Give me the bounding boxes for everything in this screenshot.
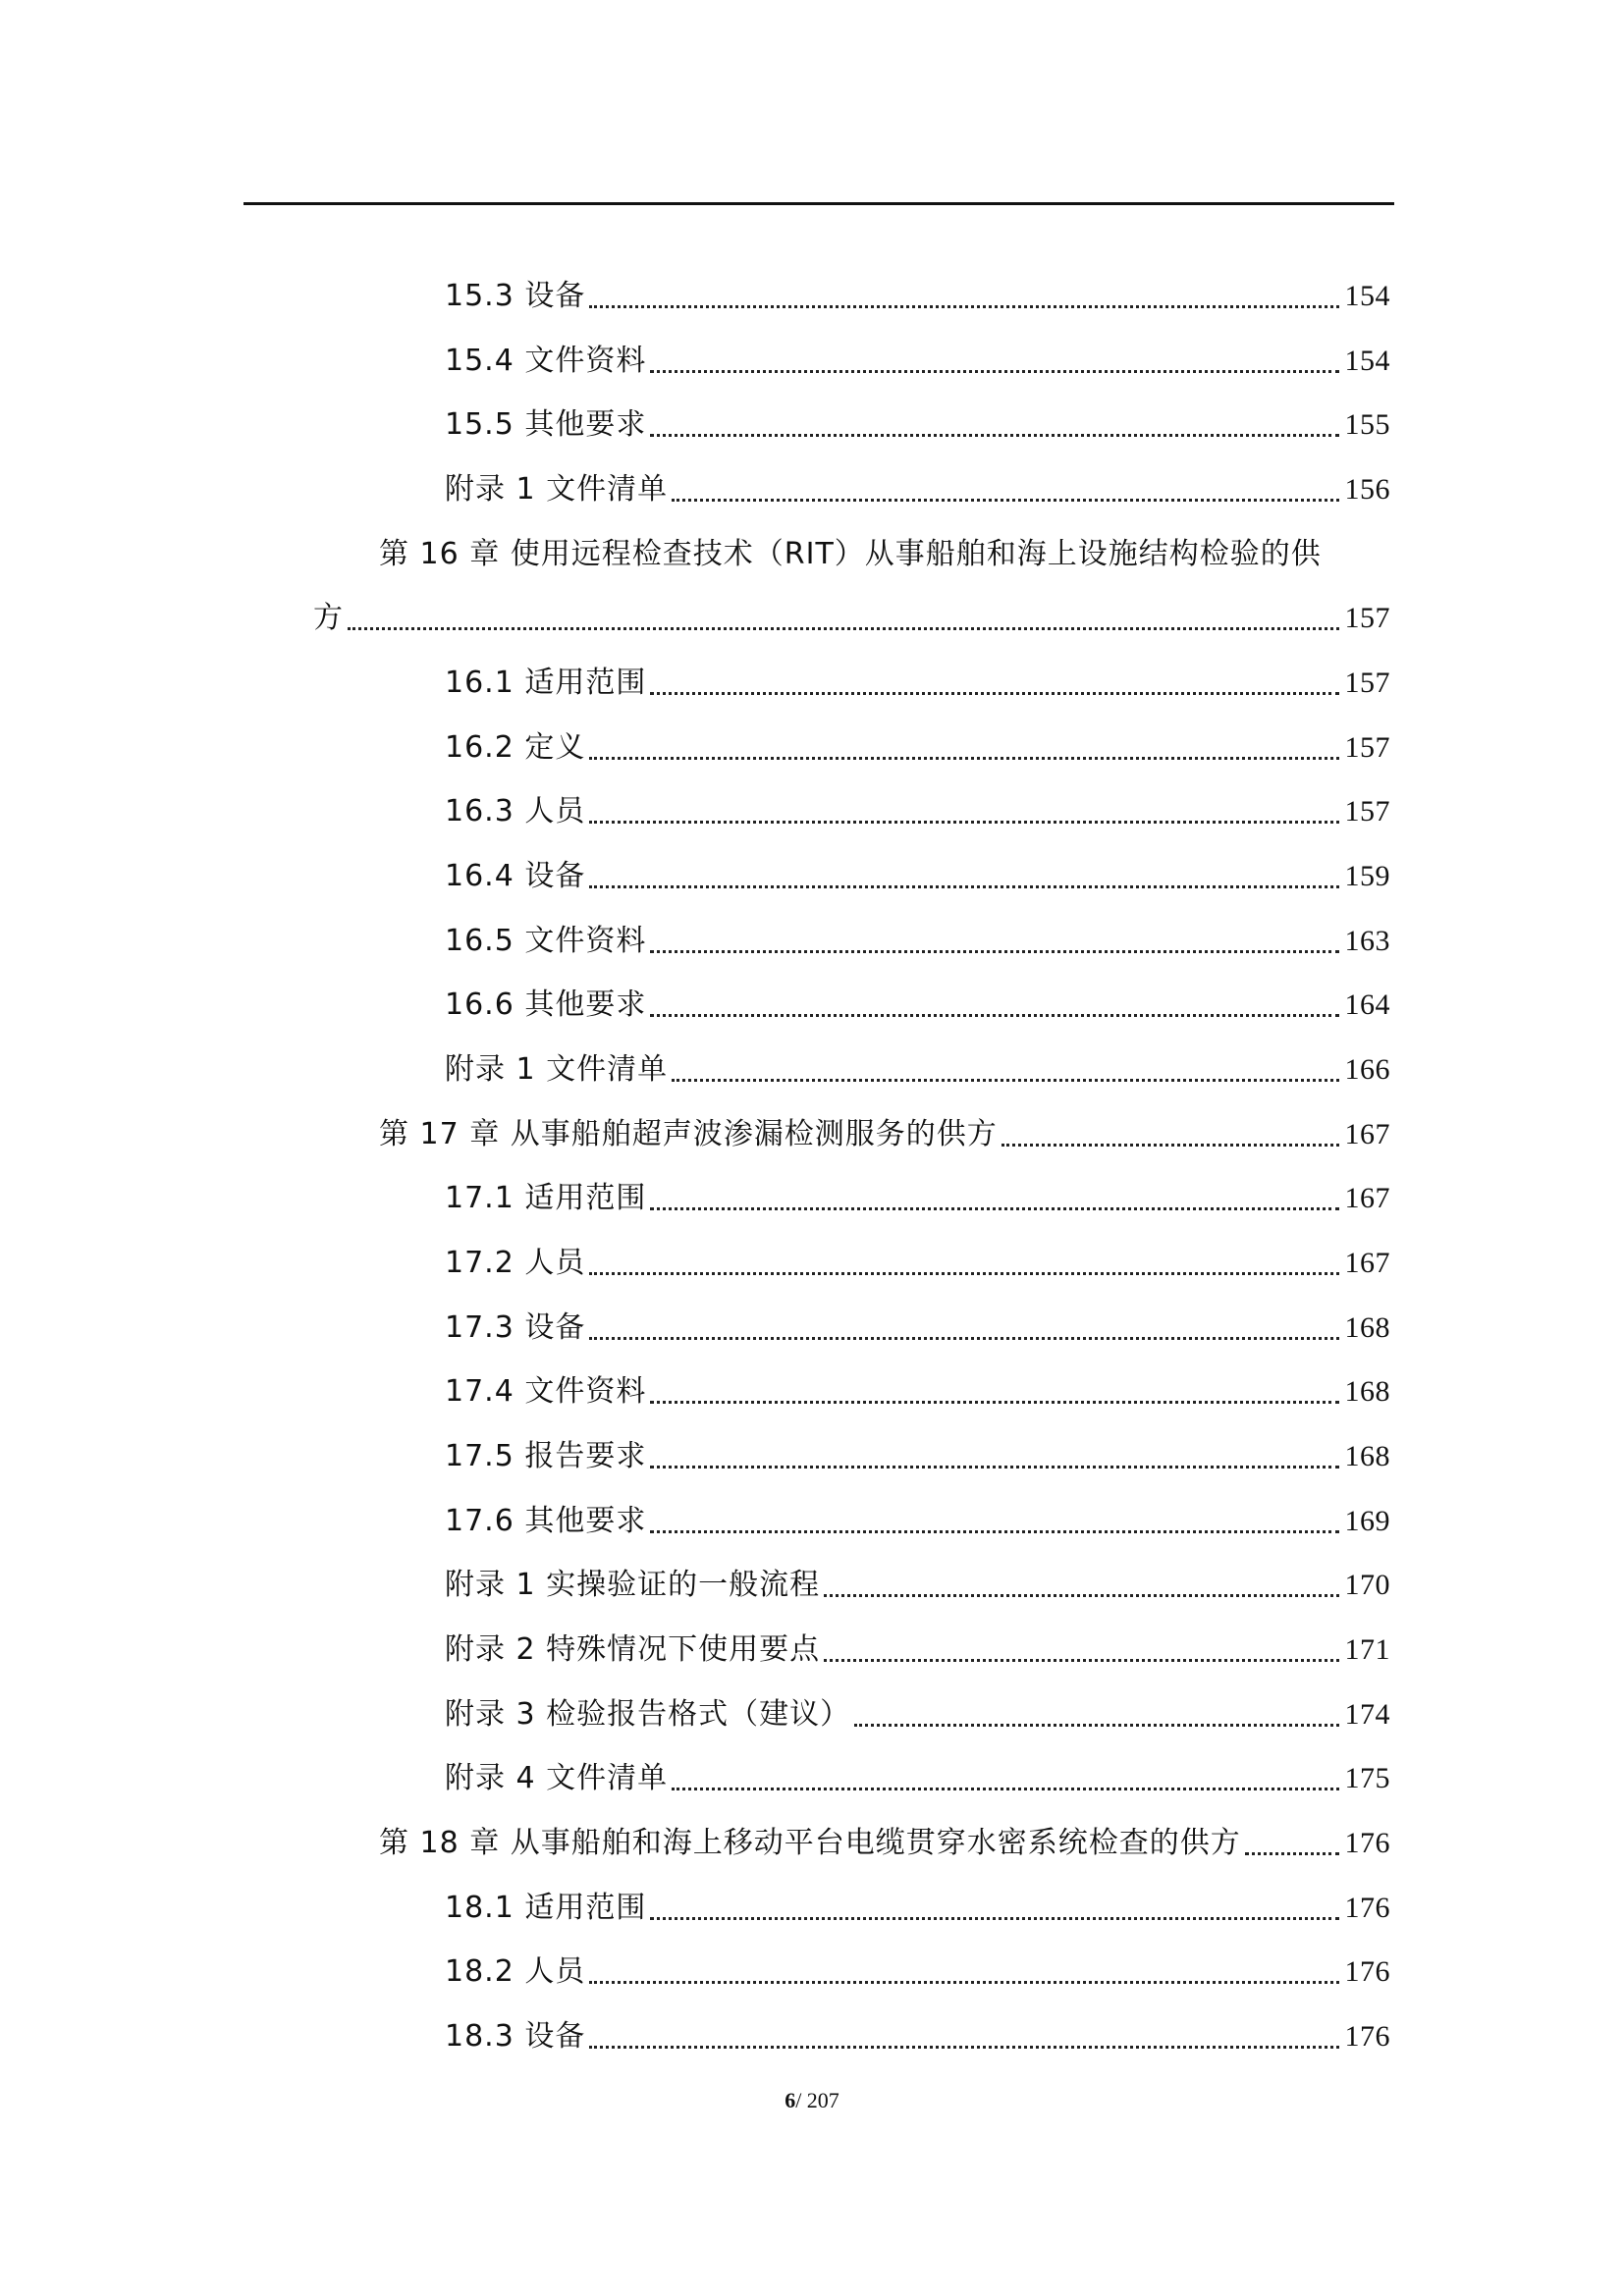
dot-leader	[650, 370, 1338, 373]
toc-entry-16-5[interactable]	[445, 920, 1390, 963]
dot-leader	[650, 1530, 1338, 1533]
toc-entry-16-3[interactable]	[445, 790, 1390, 833]
total-pages: / 207	[795, 2088, 839, 2112]
dot-leader	[650, 434, 1338, 437]
dot-leader	[650, 1466, 1338, 1468]
toc-label: 第 17 章 从事船舶超声波渗漏检测服务的供方	[379, 1117, 998, 1151]
toc-page-number: 157	[1344, 667, 1390, 699]
toc-entry-17-appendix-3[interactable]	[445, 1693, 1390, 1736]
dot-leader	[589, 1272, 1338, 1275]
toc-label: 15.3 设备	[445, 279, 586, 313]
toc-page-number: 176	[1344, 1827, 1390, 1859]
page-footer	[0, 2088, 1624, 2113]
dot-leader	[589, 305, 1338, 308]
dot-leader	[672, 1788, 1338, 1790]
dot-leader	[650, 1207, 1338, 1210]
toc-entry-15-5[interactable]	[445, 403, 1390, 447]
toc-label: 附录 3 检验报告格式（建议）	[445, 1697, 851, 1732]
toc-label: 16.6 其他要求	[445, 988, 647, 1022]
dot-leader	[589, 1337, 1338, 1340]
dot-leader	[1245, 1852, 1339, 1855]
toc-entry-17-appendix-1[interactable]	[445, 1564, 1390, 1607]
dot-leader	[348, 627, 1339, 630]
toc-label: 18.1 适用范围	[445, 1891, 647, 1925]
toc-entry-17-3[interactable]	[445, 1307, 1390, 1350]
current-page-number: 6	[785, 2088, 796, 2112]
toc-page-number: 164	[1344, 988, 1390, 1021]
dot-leader	[589, 885, 1338, 888]
dot-leader	[589, 757, 1338, 760]
toc-label: 17.6 其他要求	[445, 1504, 647, 1538]
toc-entry-16-1[interactable]	[445, 662, 1390, 705]
toc-page-number: 176	[1344, 1892, 1390, 1924]
toc-page-number: 176	[1344, 2020, 1390, 2053]
toc-entry-16-6[interactable]	[445, 984, 1390, 1027]
toc-label: 15.5 其他要求	[445, 407, 647, 442]
toc-label: 16.4 设备	[445, 859, 586, 893]
dot-leader	[824, 1594, 1338, 1597]
toc-entry-15-3[interactable]	[445, 275, 1390, 318]
toc-label: 附录 1 文件清单	[445, 472, 669, 507]
toc-page-number: 163	[1344, 925, 1390, 957]
toc-entry-17-appendix-2[interactable]	[445, 1629, 1390, 1672]
toc-label: 18.2 人员	[445, 1954, 586, 1989]
toc-label: 方	[313, 601, 344, 635]
toc-page-number: 154	[1344, 345, 1390, 377]
dot-leader	[824, 1659, 1338, 1662]
toc-entry-16-appendix-1[interactable]	[445, 1048, 1390, 1092]
toc-label: 第 18 章 从事船舶和海上移动平台电缆贯穿水密系统检查的供方	[379, 1826, 1241, 1860]
dot-leader	[589, 2046, 1338, 2049]
toc-entry-15-4[interactable]	[445, 340, 1390, 383]
toc-page-number: 175	[1344, 1762, 1390, 1794]
dot-leader	[672, 499, 1338, 502]
toc-page-number: 154	[1344, 280, 1390, 312]
dot-leader	[589, 821, 1338, 824]
toc-entry-17-1[interactable]	[445, 1177, 1390, 1220]
toc-page-number: 166	[1344, 1053, 1390, 1086]
toc-entry-chapter-16[interactable]	[313, 597, 1390, 640]
dot-leader	[650, 692, 1338, 695]
dot-leader	[650, 1014, 1338, 1017]
toc-entry-chapter-18[interactable]	[379, 1822, 1390, 1865]
toc-label: 18.3 设备	[445, 2019, 586, 2054]
toc-entry-18-3[interactable]	[445, 2015, 1390, 2058]
toc-page-number: 167	[1344, 1247, 1390, 1279]
toc-label: 17.3 设备	[445, 1310, 586, 1345]
toc-label: 15.4 文件资料	[445, 344, 647, 378]
toc-label: 附录 4 文件清单	[445, 1761, 669, 1795]
toc-page-number: 174	[1344, 1698, 1390, 1731]
toc-entry-15-appendix-1[interactable]	[445, 468, 1390, 511]
toc-page-number: 170	[1344, 1569, 1390, 1601]
toc-label: 附录 2 特殊情况下使用要点	[445, 1632, 821, 1667]
toc-page-number: 168	[1344, 1440, 1390, 1472]
dot-leader	[650, 1917, 1338, 1920]
toc-page-number: 168	[1344, 1375, 1390, 1408]
toc-entry-chapter-17[interactable]	[379, 1113, 1390, 1156]
toc-chapter-16-title[interactable]: 第 16 章 使用远程检查技术（RIT）从事船舶和海上设施结构检验的供	[379, 537, 1322, 571]
toc-page-number: 167	[1344, 1182, 1390, 1214]
toc-label: 17.2 人员	[445, 1246, 586, 1280]
toc-page-number: 168	[1344, 1311, 1390, 1344]
toc-entry-16-4[interactable]	[445, 855, 1390, 898]
toc-label: 16.3 人员	[445, 794, 586, 828]
toc-page-number: 176	[1344, 1955, 1390, 1988]
dot-leader	[589, 1981, 1338, 1984]
toc-label: 17.5 报告要求	[445, 1439, 647, 1473]
toc-page-number: 157	[1344, 602, 1390, 634]
dot-leader	[650, 1401, 1338, 1404]
toc-entry-16-2[interactable]	[445, 726, 1390, 770]
toc-page-number: 155	[1344, 408, 1390, 441]
toc-page-number: 157	[1344, 731, 1390, 764]
toc-page-number: 159	[1344, 860, 1390, 892]
toc-label: 16.1 适用范围	[445, 666, 647, 700]
toc-label: 16.2 定义	[445, 730, 586, 765]
toc-entry-18-2[interactable]	[445, 1950, 1390, 1994]
toc-entry-17-appendix-4[interactable]	[445, 1757, 1390, 1800]
toc-entry-17-6[interactable]	[445, 1500, 1390, 1543]
dot-leader	[1001, 1144, 1339, 1147]
toc-page-number: 156	[1344, 473, 1390, 506]
dot-leader	[650, 950, 1338, 953]
toc-label: 附录 1 实操验证的一般流程	[445, 1568, 821, 1602]
toc-entry-17-5[interactable]	[445, 1435, 1390, 1478]
dot-leader	[854, 1724, 1338, 1727]
toc-entry-17-2[interactable]	[445, 1242, 1390, 1285]
toc-entry-17-4[interactable]	[445, 1370, 1390, 1414]
toc-page-number: 171	[1344, 1633, 1390, 1666]
toc-label: 17.4 文件资料	[445, 1374, 647, 1409]
toc-page-number: 169	[1344, 1505, 1390, 1537]
toc-label: 17.1 适用范围	[445, 1181, 647, 1215]
dot-leader	[672, 1079, 1338, 1082]
toc-label: 附录 1 文件清单	[445, 1052, 669, 1087]
toc-entry-18-1[interactable]	[445, 1887, 1390, 1930]
toc-label: 16.5 文件资料	[445, 924, 647, 958]
toc-page-number: 167	[1344, 1118, 1390, 1150]
toc-page-number: 157	[1344, 795, 1390, 828]
